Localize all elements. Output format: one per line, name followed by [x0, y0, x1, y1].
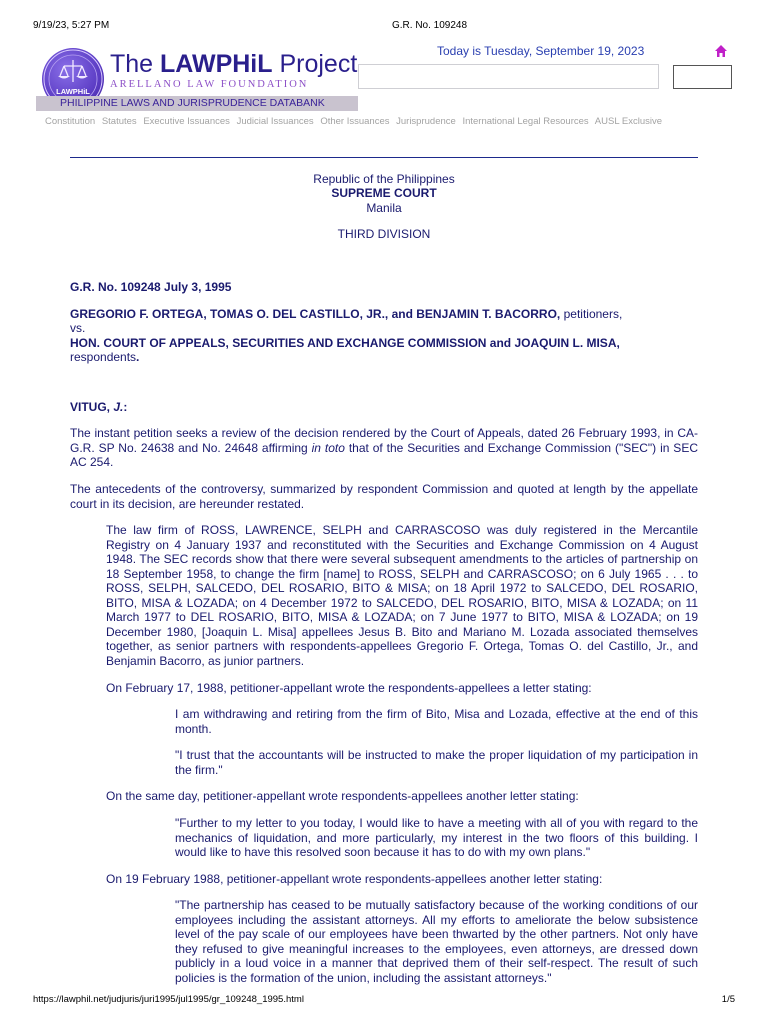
letter-2: "Further to my letter to you today, I would like to have a meeting with all of you with regard to the mechanics of liquidation, and more particularly, my interest in the two floors of this building. I would like to have this resolved soon because it has to do with my own plans.": [175, 816, 698, 859]
databank-banner: PHILIPPINE LAWS AND JURISPRUDENCE DATABANK: [36, 96, 358, 111]
letter-1-line-2: "I trust that the accountants will be instructed to make the proper liquidation of my participation in the firm.": [175, 748, 698, 777]
quote-3-intro: On the same day, petitioner-appellant wrote respondents-appellees another letter stating:: [106, 789, 579, 803]
print-page-number: 1/5: [721, 994, 735, 1005]
nav-jurisprudence[interactable]: Jurisprudence: [396, 116, 456, 127]
quote-2-intro: On February 17, 1988, petitioner-appellant wrote the respondents-appellees a letter stating:: [106, 681, 592, 695]
nav-ausl-exclusive[interactable]: AUSL Exclusive: [594, 116, 663, 127]
court-heading: SUPREME COURT: [331, 186, 437, 200]
nav-executive-issuances[interactable]: Executive Issuances: [143, 116, 230, 127]
main-nav: [45, 116, 666, 127]
home-icon[interactable]: [714, 44, 728, 58]
respondents: HON. COURT OF APPEALS, SECURITIES AND EXCHANGE COMMISSION and JOAQUIN L. MISA,: [70, 336, 620, 350]
foundation-name: ARELLANO LAW FOUNDATION: [110, 79, 309, 90]
paragraph-2: The antecedents of the controversy, summarized by respondent Commission and quoted at length by the appellate court in its decision, are hereunder restated.: [70, 482, 698, 511]
republic-heading: Republic of the Philippines: [313, 172, 455, 186]
respondents-role: respondents.: [70, 350, 140, 364]
division-heading: THIRD DIVISION: [337, 227, 431, 241]
today-date: Today is Tuesday, September 19, 2023: [437, 44, 645, 58]
case-number: G.R. No. 109248 July 3, 1995: [70, 280, 232, 294]
nav-international-legal-resources[interactable]: International Legal Resources: [462, 116, 589, 127]
nav-judicial-issuances[interactable]: Judicial Issuances: [236, 116, 314, 127]
ponente: VITUG, J.:: [70, 400, 128, 414]
seal-text: LAWPHiL: [56, 87, 90, 96]
paragraph-1: The instant petition seeks a review of the decision rendered by the Court of Appeals, dated 26 February 1993, in CA-G.R. SP No. 24638 and No. 24648 affirming in toto that of the Securities and Exchange Commission ("SEC") in SEC AC 254.: [70, 426, 698, 469]
versus: vs.: [70, 321, 86, 335]
quote-1: The law firm of ROSS, LAWRENCE, SELPH and CARRASCOSO was duly registered in the Mercantile Registry on 4 January 1937 and reconstituted with the Securities and Exchange Commission on 4 August 1948. The SEC records show that there were several subsequent amendments to the articles of partnership on 18 September 1958, to change the firm [name] to ROSS, SELPH and CARRASCOSO; on 6 July 1965 . . . to ROSS, SELPH, SALCEDO, DEL ROSARIO, BITO & MISA; on 18 April 1972 to SALCEDO, DEL ROSARIO, BITO, MISA & LOZADA; on 4 December 1972 to SALCEDO, DEL ROSARIO, BITO, MISA & LOZADA; on 11 March 1977 to DEL ROSARIO, BITO, MISA & LOZADA; on 7 June 1977 to BITO, MISA & LOZADA; on 19 December 1980, [Joaquin L. Misa] appellees Jesus B. Bito and Mariano M. Lozada associated themselves together, as senior partners with respondents-appellees Gregorio F. Ortega, Tomas O. del Castillo, Jr., and Benjamin Bacorro, as junior partners.: [106, 523, 698, 668]
petitioners: GREGORIO F. ORTEGA, TOMAS O. DEL CASTILLO, JR., and BENJAMIN T. BACORRO, petitioners,: [70, 307, 623, 321]
quote-4-intro: On 19 February 1988, petitioner-appellant wrote respondents-appellees another letter stating:: [106, 872, 603, 886]
nav-statutes[interactable]: Statutes: [101, 116, 137, 127]
site-title: The LAWPHiL Project: [110, 50, 358, 78]
divider: [70, 157, 698, 158]
nav-constitution[interactable]: Constitution: [45, 116, 96, 127]
search-input[interactable]: [358, 64, 659, 89]
print-timestamp: 9/19/23, 5:27 PM: [33, 20, 110, 31]
print-url[interactable]: https://lawphil.net/judjuris/juri1995/jul1995/gr_109248_1995.html: [33, 994, 304, 1005]
print-doc-title: G.R. No. 109248: [392, 20, 468, 31]
letter-1-line-1: I am withdrawing and retiring from the firm of Bito, Misa and Lozada, effective at the end of this month.: [175, 707, 698, 736]
search-button[interactable]: [673, 65, 732, 89]
city-heading: Manila: [366, 201, 402, 215]
nav-other-issuances[interactable]: Other Issuances: [320, 116, 390, 127]
letter-3: "The partnership has ceased to be mutually satisfactory because of the working conditions of our employees including the assistant attorneys. All my efforts to ameliorate the below subsistence level of the pay scale of our employees have been thwarted by the other partners. Not only have they refused to give meaningful increases to the employees, even attorneys, are dressed down publicly in a loud voice in a manner that deprived them of their self-respect. The result of such policies is the formation of the union, including the assistant attorneys.": [175, 898, 698, 985]
